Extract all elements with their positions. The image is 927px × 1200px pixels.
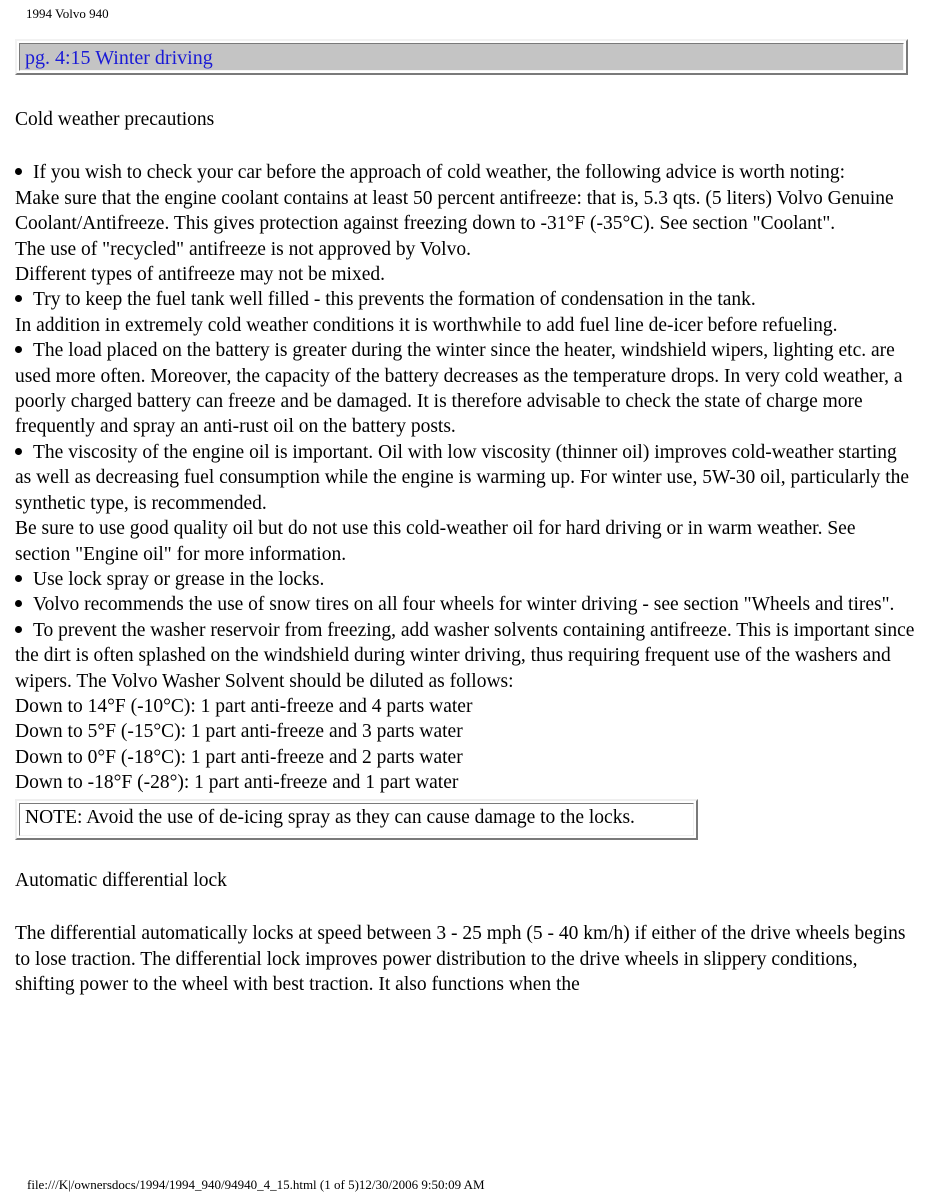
text-line: Down to 14°F (-10°C): 1 part anti-freeze and 4 parts water: [15, 695, 473, 717]
differential-paragraph: The differential automatically locks at speed between 3 - 25 mph (5 - 40 km/h) if either of the drive wheels begins to lose traction. The differential lock improves power distribution to the drive wheels in slippery conditions, shifting power to the wheel with best traction. It also functions when the: [15, 923, 906, 996]
spacer: [15, 893, 915, 921]
text-line: Down to 5°F (-15°C): 1 part anti-freeze and 3 parts water: [15, 721, 463, 743]
differential-heading: Automatic differential lock: [15, 869, 227, 891]
text-line: The use of "recycled" antifreeze is not approved by Volvo.: [15, 238, 471, 260]
file-path-footer: file:///K|/ownersdocs/1994/1994_940/94940_4_15.html (1 of 5)12/30/2006 9:50:09 AM: [27, 1177, 485, 1192]
note-box: [15, 799, 698, 840]
page-content: [15, 107, 915, 998]
text-line: To prevent the washer reservoir from freezing, add washer solvents containing antifreeze. This is important since the dirt is often splashed on the windshield during winter driving, thus requiring frequent use of the washers and wipers. The Volvo Washer Solvent should be diluted as follows:: [15, 618, 915, 694]
text-line: Use lock spray or grease in the locks.: [15, 567, 915, 592]
text-line: Down to -18°F (-28°): 1 part anti-freeze and 1 part water: [15, 772, 459, 794]
text-line: Down to 0°F (-18°C): 1 part anti-freeze and 2 parts water: [15, 746, 463, 768]
spacer: [15, 132, 915, 160]
section-title-link[interactable]: pg. 4:15 Winter driving: [25, 47, 213, 69]
text-line: Be sure to use good quality oil but do not use this cold-weather oil for hard driving or in warm weather. See section "Engine oil" for more information.: [15, 518, 856, 565]
note-text: NOTE: Avoid the use of de-icing spray as they can cause damage to the locks.: [19, 803, 694, 836]
document-header: 1994 Volvo 940: [26, 6, 109, 21]
text-line: Different types of antifreeze may not be mixed.: [15, 264, 385, 286]
text-line: Try to keep the fuel tank well filled - this prevents the formation of condensation in the tank.: [15, 287, 915, 312]
section-title-bar: [15, 39, 908, 75]
section-title-inner: [19, 43, 904, 71]
text-line: Volvo recommends the use of snow tires on all four wheels for winter driving - see section "Wheels and tires".: [15, 592, 915, 617]
text-line: The viscosity of the engine oil is important. Oil with low viscosity (thinner oil) improves cold-weather starting as well as decreasing fuel consumption while the engine is warming up. For winter use, 5W-30 oil, particularly the synthetic type, is recommended.: [15, 440, 915, 516]
text-line: Make sure that the engine coolant contains at least 50 percent antifreeze: that is, 5.3 qts. (5 liters) Volvo Genuine Coolant/Antifreeze. This gives protection against freezing down to -31°F (-35°C). See section "Coolant".: [15, 187, 894, 235]
text-line: In addition in extremely cold weather conditions it is worthwhile to add fuel line de-icer before refueling.: [15, 314, 838, 336]
text-line: The load placed on the battery is greater during the winter since the heater, windshield wipers, lighting etc. are used more often. Moreover, the capacity of the battery decreases as the temperature drops. In very cold weather, a poorly charged battery can freeze and be damaged. It is therefore advisable to check the state of charge more frequently and spray an anti-rust oil on the battery posts.: [15, 338, 915, 440]
text-line: If you wish to check your car before the approach of cold weather, the following advice is worth noting:: [15, 160, 915, 185]
cold-weather-heading: Cold weather precautions: [15, 109, 215, 130]
spacer: [15, 840, 915, 868]
